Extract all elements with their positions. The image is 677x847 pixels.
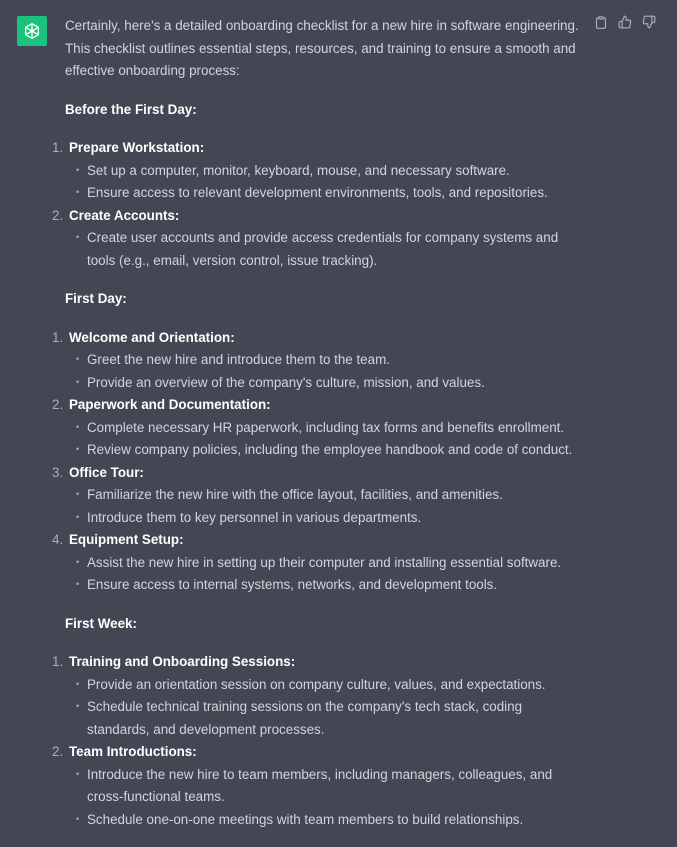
bullet-item: • Set up a computer, monitor, keyboard, mouse, and necessary software. — [87, 160, 585, 183]
bullet-item: • Ensure access to relevant development environments, tools, and repositories. — [87, 182, 585, 205]
bullet-item: • Ensure access to internal systems, networks, and development tools. — [87, 574, 585, 597]
openai-logo-icon — [22, 21, 42, 41]
checklist — [52, 327, 585, 597]
thumbs-down-button[interactable] — [642, 15, 656, 29]
clipboard-icon — [595, 16, 607, 29]
item-number: 2. — [52, 744, 64, 759]
bullet-list — [69, 764, 585, 832]
checklist-item — [52, 741, 585, 831]
item-title: Team Introductions: — [69, 744, 197, 759]
bullet-item: • Review company policies, including the employee handbook and code of conduct. — [87, 439, 585, 462]
bullet-item: • Complete necessary HR paperwork, including tax forms and benefits enrollment. — [87, 417, 585, 440]
section-heading: First Day: — [65, 291, 127, 306]
bullet-list — [69, 484, 585, 529]
bullet-item: • Create user accounts and provide access credentials for company systems and tools (e.g., email, version control, issue tracking). — [87, 227, 585, 272]
bullet-list — [69, 552, 585, 597]
message-intro: Certainly, here's a detailed onboarding checklist for a new hire in software engineering. This checklist outlines essential steps, resources, and training to ensure a smooth and effective onboarding process: — [65, 18, 579, 78]
item-number: 1. — [52, 140, 64, 155]
checklist-item — [52, 205, 585, 273]
bullet-item: • Familiarize the new hire with the office layout, facilities, and amenities. — [87, 484, 585, 507]
bullet-item: • Schedule technical training sessions on the company's tech stack, coding standards, and development processes. — [87, 696, 585, 741]
item-number: 1. — [52, 329, 64, 345]
bullet-list — [69, 227, 585, 272]
item-title: Equipment Setup: — [69, 532, 184, 547]
checklist-item — [52, 327, 585, 395]
checklist — [52, 651, 585, 831]
thumbs-up-icon — [618, 15, 632, 29]
item-number: 4. — [52, 532, 64, 547]
section-heading: Before the First Day: — [65, 101, 197, 117]
bullet-item: • Provide an orientation session on company culture, values, and expectations. — [87, 674, 585, 697]
checklist — [52, 137, 585, 272]
item-title: Training and Onboarding Sessions: — [69, 654, 296, 669]
bullet-item: • Schedule one-on-one meetings with team members to build relationships. — [87, 809, 585, 832]
bullet-list — [69, 674, 585, 742]
message-actions — [594, 15, 656, 29]
checklist-item — [52, 137, 585, 205]
item-number: 3. — [52, 464, 64, 480]
copy-button[interactable] — [594, 15, 608, 29]
item-title: Prepare Workstation: — [69, 140, 205, 155]
bullet-list — [69, 349, 585, 394]
bullet-item: • Introduce the new hire to team members, including managers, colleagues, and cross-functional teams. — [87, 764, 585, 809]
item-title: Welcome and Orientation: — [69, 329, 235, 345]
item-title: Create Accounts: — [69, 207, 180, 223]
item-number: 1. — [52, 654, 64, 669]
checklist-item — [52, 651, 585, 741]
item-number: 2. — [52, 397, 64, 412]
bullet-list — [69, 417, 585, 462]
bullet-item: • Provide an overview of the company's culture, mission, and values. — [87, 372, 585, 395]
item-number: 2. — [52, 207, 64, 223]
section-heading: First Week: — [65, 615, 137, 631]
item-title: Office Tour: — [69, 464, 144, 480]
bullet-item: • Assist the new hire in setting up their computer and installing essential software. — [87, 552, 585, 575]
bullet-list — [69, 160, 585, 205]
checklist-item — [52, 529, 585, 597]
thumbs-up-button[interactable] — [618, 15, 632, 29]
assistant-avatar — [17, 16, 47, 46]
thumbs-down-icon — [642, 15, 656, 29]
item-title: Paperwork and Documentation: — [69, 397, 271, 412]
assistant-message — [52, 15, 585, 847]
checklist-item — [52, 462, 585, 530]
bullet-item: • Greet the new hire and introduce them to the team. — [87, 349, 585, 372]
checklist-item — [52, 394, 585, 462]
bullet-item: • Introduce them to key personnel in various departments. — [87, 507, 585, 530]
